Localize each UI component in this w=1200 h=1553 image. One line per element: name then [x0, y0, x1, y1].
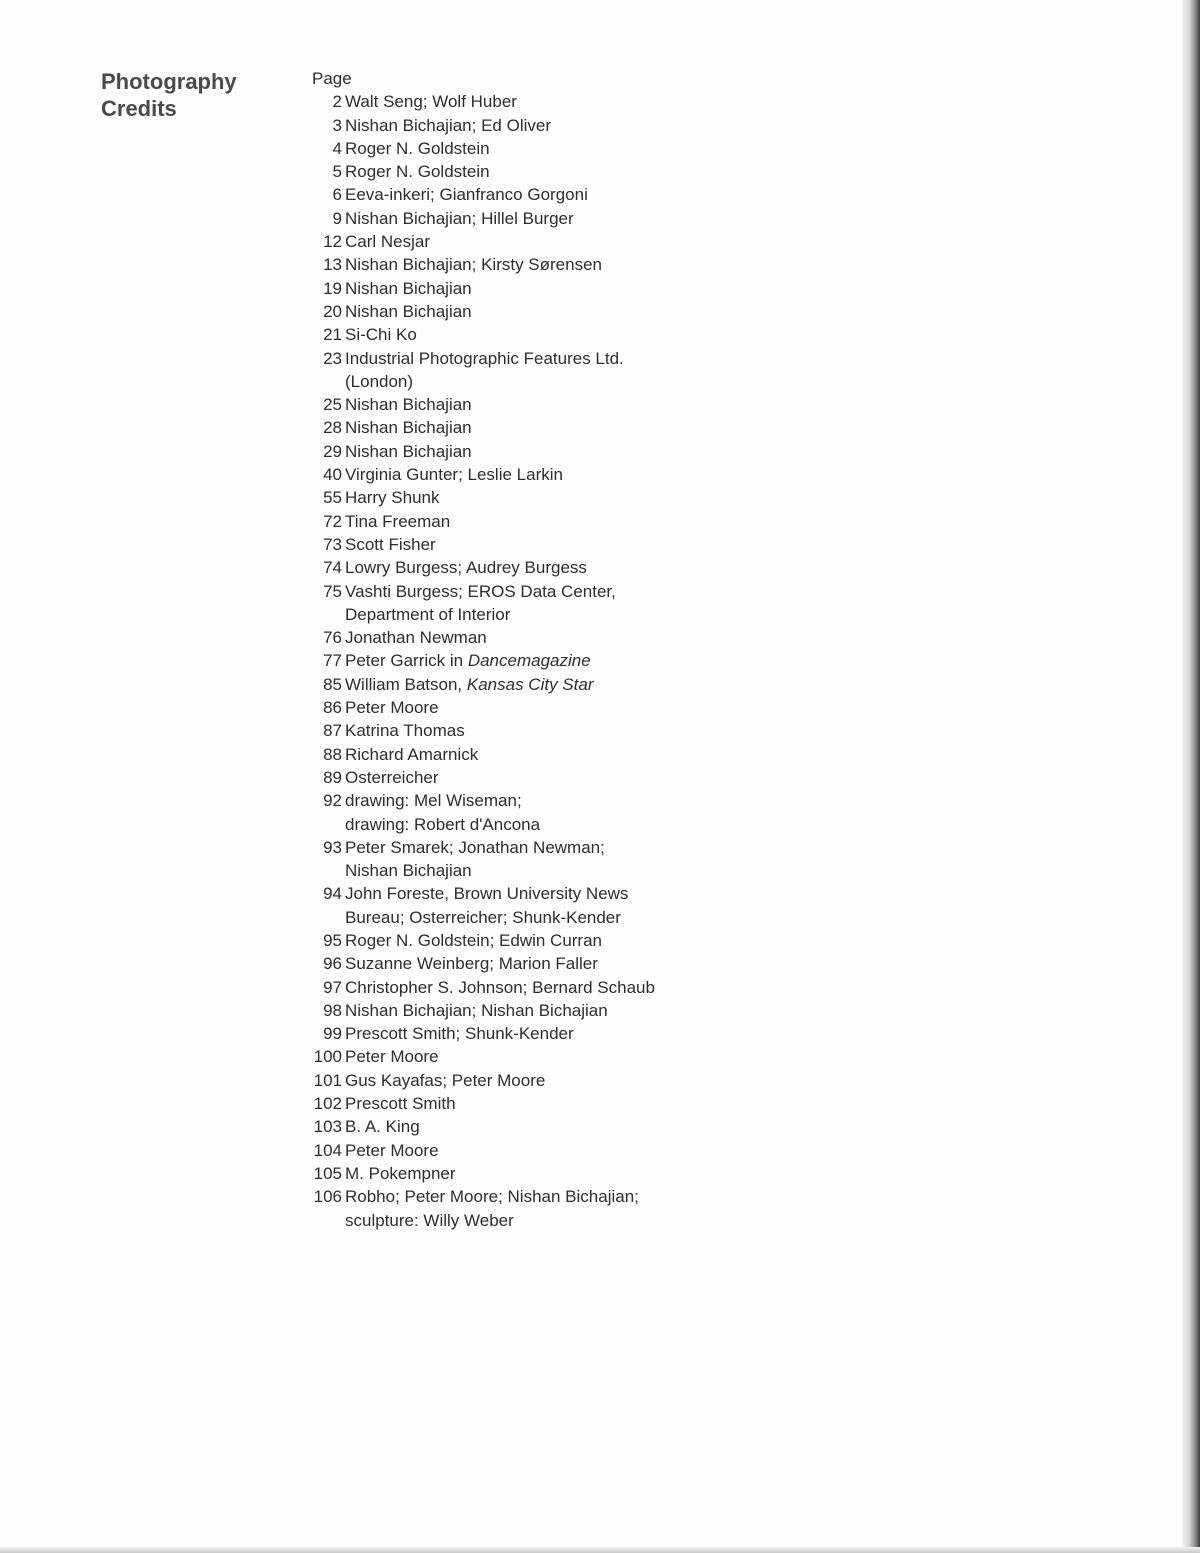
credit-text: [345, 160, 772, 183]
credit-text: [345, 1139, 772, 1162]
credit-text: [345, 649, 772, 672]
credit-row: [312, 416, 772, 439]
credit-names: Prescott Smith; Shunk-Kender: [345, 1024, 574, 1044]
credit-row: [312, 836, 772, 883]
credit-names: Nishan Bichajian; Hillel Burger: [345, 208, 574, 228]
credit-names: Richard Amarnick: [345, 744, 479, 764]
page-title-line-2: Credits: [101, 96, 177, 121]
credit-text: [345, 766, 772, 789]
credit-page-number: 97: [323, 977, 342, 997]
credit-page-number: 87: [323, 721, 342, 741]
credit-page-number: 100: [313, 1047, 342, 1067]
credit-names: Virginia Gunter; Leslie Larkin: [345, 465, 563, 485]
credit-names: Carl Nesjar: [345, 232, 431, 252]
credit-page-number: 29: [323, 441, 342, 461]
credit-row: [312, 952, 772, 975]
credit-row: [312, 976, 772, 999]
credit-page-number: 72: [323, 511, 342, 531]
credit-text: [345, 1115, 772, 1138]
credit-page-number: 105: [313, 1163, 342, 1183]
credit-names: Lowry Burgess; Audrey Burgess: [345, 558, 587, 578]
credit-page-number: 2: [332, 92, 342, 112]
credit-text: [345, 952, 772, 975]
credit-publication: Kansas City Star: [466, 674, 594, 694]
credit-names: Peter Smarek; Jonathan Newman; Nishan Bichajian: [345, 837, 605, 881]
credit-row: [312, 1185, 772, 1232]
credit-row: [312, 882, 772, 929]
credit-page-number: 75: [323, 581, 342, 601]
credit-row: [312, 463, 772, 486]
credit-names: Tina Freeman: [345, 511, 451, 531]
credit-names: Robho; Peter Moore; Nishan Bichajian; sculpture: Willy Weber: [345, 1187, 639, 1230]
credit-names: Roger N. Goldstein: [345, 138, 490, 158]
credit-text: [345, 300, 772, 323]
credit-row: [312, 626, 772, 649]
credit-names: Harry Shunk: [345, 488, 440, 508]
credit-page-number: 40: [323, 465, 342, 485]
credit-row: [312, 580, 772, 627]
credit-text: [345, 929, 772, 952]
credit-text: [345, 696, 772, 719]
credit-names: Nishan Bichajian: [345, 278, 472, 298]
credit-page-number: 94: [323, 884, 342, 904]
credit-text: [345, 486, 772, 509]
credit-row: [312, 929, 772, 952]
credit-row: [312, 673, 772, 696]
credit-names: Gus Kayafas; Peter Moore: [345, 1070, 546, 1090]
credit-text: [345, 533, 772, 556]
credit-page-number: 99: [323, 1024, 342, 1044]
credit-page-number: 85: [323, 674, 342, 694]
credits-list: [312, 67, 772, 1232]
credit-names: Jonathan Newman: [345, 628, 487, 648]
credit-text: [345, 440, 772, 463]
credit-row: [312, 160, 772, 183]
credit-page-number: 106: [313, 1187, 342, 1207]
credit-page-number: 102: [313, 1094, 342, 1114]
credit-names: Osterreicher: [345, 767, 439, 787]
credit-names: Peter Moore: [345, 698, 439, 718]
credit-names: Eeva-inkeri; Gianfranco Gorgoni: [345, 185, 588, 205]
credit-page-number: 3: [332, 115, 342, 135]
credit-text: [345, 323, 772, 346]
credit-row: [312, 1092, 772, 1115]
credit-text: [345, 277, 772, 300]
credit-text: [345, 556, 772, 579]
credit-text: [345, 1092, 772, 1115]
credit-names: Si-Chi Ko: [345, 325, 417, 345]
credit-page-number: 92: [323, 791, 342, 811]
credit-row: [312, 719, 772, 742]
credit-page-number: 23: [323, 348, 342, 368]
credit-text: [345, 347, 772, 394]
credit-row: [312, 323, 772, 346]
credit-names: Walt Seng; Wolf Huber: [345, 92, 517, 112]
credit-text: [345, 976, 772, 999]
credit-row: [312, 789, 772, 836]
credit-names: Peter Garrick in: [345, 651, 468, 671]
credit-page-number: 93: [323, 837, 342, 857]
credit-row: [312, 440, 772, 463]
credit-names: Christopher S. Johnson; Bernard Schaub: [345, 977, 655, 997]
credit-text: [345, 207, 772, 230]
credit-row: [312, 1069, 772, 1092]
credit-names: Nishan Bichajian: [345, 418, 472, 438]
credit-page-number: 13: [323, 255, 342, 275]
credit-row: [312, 207, 772, 230]
credit-names: John Foreste, Brown University News Bureau; Osterreicher; Shunk-Kender: [345, 884, 629, 927]
credit-text: [345, 882, 772, 929]
credit-text: [345, 1162, 772, 1185]
credit-text: [345, 673, 772, 696]
credit-rows: [312, 90, 772, 1232]
credit-row: [312, 347, 772, 394]
credit-page-number: 77: [323, 651, 342, 671]
credit-row: [312, 1139, 772, 1162]
credit-text: [345, 836, 772, 883]
credit-names: Peter Moore: [345, 1047, 439, 1067]
credit-text: [345, 510, 772, 533]
credit-page-number: 21: [323, 325, 342, 345]
credit-names: Peter Moore: [345, 1140, 439, 1160]
credit-row: [312, 114, 772, 137]
credit-names: Roger N. Goldstein; Edwin Curran: [345, 930, 603, 950]
credit-text: [345, 1045, 772, 1068]
credit-page-number: 73: [323, 534, 342, 554]
credit-row: [312, 533, 772, 556]
credit-page-number: 55: [323, 488, 342, 508]
credit-names: Katrina Thomas: [345, 721, 465, 741]
credit-row: [312, 300, 772, 323]
credit-names: drawing: Mel Wiseman; drawing: Robert d'Ancona: [345, 791, 541, 834]
credit-text: [345, 999, 772, 1022]
credit-page-number: 4: [332, 138, 342, 158]
page-title-line-1: Photography: [101, 69, 237, 94]
credit-text: [345, 114, 772, 137]
credit-names: Nishan Bichajian; Nishan Bichajian: [345, 1000, 608, 1020]
credit-row: [312, 649, 772, 672]
credit-names: Nishan Bichajian: [345, 441, 472, 461]
credit-page-number: 101: [313, 1070, 342, 1090]
credit-text: [345, 253, 772, 276]
credit-page-number: 89: [323, 767, 342, 787]
credit-page-number: 104: [313, 1140, 342, 1160]
credit-row: [312, 999, 772, 1022]
credit-text: [345, 719, 772, 742]
credit-row: [312, 510, 772, 533]
credit-row: [312, 1115, 772, 1138]
credit-text: [345, 580, 772, 627]
credit-row: [312, 230, 772, 253]
credit-row: [312, 277, 772, 300]
credit-text: [345, 626, 772, 649]
credit-text: [345, 183, 772, 206]
credit-text: [345, 1185, 772, 1232]
credit-page-number: 103: [313, 1117, 342, 1137]
credit-row: [312, 137, 772, 160]
credit-text: [345, 789, 772, 836]
credit-text: [345, 463, 772, 486]
credit-names: William Batson,: [345, 674, 467, 694]
credit-page-number: 19: [323, 278, 342, 298]
credit-publication: Dancemagazine: [467, 651, 591, 671]
credit-text: [345, 743, 772, 766]
credit-row: [312, 696, 772, 719]
credit-text: [345, 416, 772, 439]
credit-names: Nishan Bichajian; Ed Oliver: [345, 115, 551, 135]
credit-row: [312, 766, 772, 789]
credit-names: Nishan Bichajian; Kirsty Sørensen: [345, 255, 603, 275]
credit-page-number: 5: [332, 162, 342, 182]
credit-page-number: 76: [323, 628, 342, 648]
credit-names: B. A. King: [345, 1117, 420, 1137]
credit-page-number: 20: [323, 301, 342, 321]
credit-page-number: 9: [332, 208, 342, 228]
credit-names: Industrial Photographic Features Ltd. (London): [345, 348, 624, 391]
credit-row: [312, 743, 772, 766]
credit-names: M. Pokempner: [345, 1163, 456, 1183]
credit-page-number: 74: [323, 558, 342, 578]
credit-row: [312, 183, 772, 206]
credit-page-number: 95: [323, 930, 342, 950]
credit-text: [345, 1022, 772, 1045]
credit-text: [345, 90, 772, 113]
credit-page-number: 28: [323, 418, 342, 438]
credit-row: [312, 1022, 772, 1045]
credit-page-number: 88: [323, 744, 342, 764]
credit-names: Prescott Smith: [345, 1094, 456, 1114]
credit-text: [345, 230, 772, 253]
book-page-edge: [1182, 0, 1200, 1553]
credit-page-number: 12: [323, 232, 342, 252]
credit-row: [312, 393, 772, 416]
credit-names: Nishan Bichajian: [345, 301, 472, 321]
page-title: [101, 68, 237, 122]
page-bottom-edge: [0, 1547, 1200, 1553]
credit-page-number: 25: [323, 395, 342, 415]
credit-page-number: 98: [323, 1000, 342, 1020]
credit-text: [345, 1069, 772, 1092]
credit-row: [312, 1045, 772, 1068]
credit-page-number: 6: [332, 185, 342, 205]
credit-names: Nishan Bichajian: [345, 395, 472, 415]
credit-text: [345, 137, 772, 160]
credit-row: [312, 1162, 772, 1185]
credit-names: Suzanne Weinberg; Marion Faller: [345, 954, 598, 974]
credit-names: Scott Fisher: [345, 534, 436, 554]
credit-page-number: 96: [323, 954, 342, 974]
credit-text: [345, 393, 772, 416]
credit-row: [312, 90, 772, 113]
credit-names: Roger N. Goldstein: [345, 162, 490, 182]
page-column-label: Page: [312, 69, 352, 88]
credit-row: [312, 556, 772, 579]
credit-page-number: 86: [323, 698, 342, 718]
credit-row: [312, 253, 772, 276]
credit-row: [312, 486, 772, 509]
credit-names: Vashti Burgess; EROS Data Center, Department of Interior: [345, 581, 616, 624]
